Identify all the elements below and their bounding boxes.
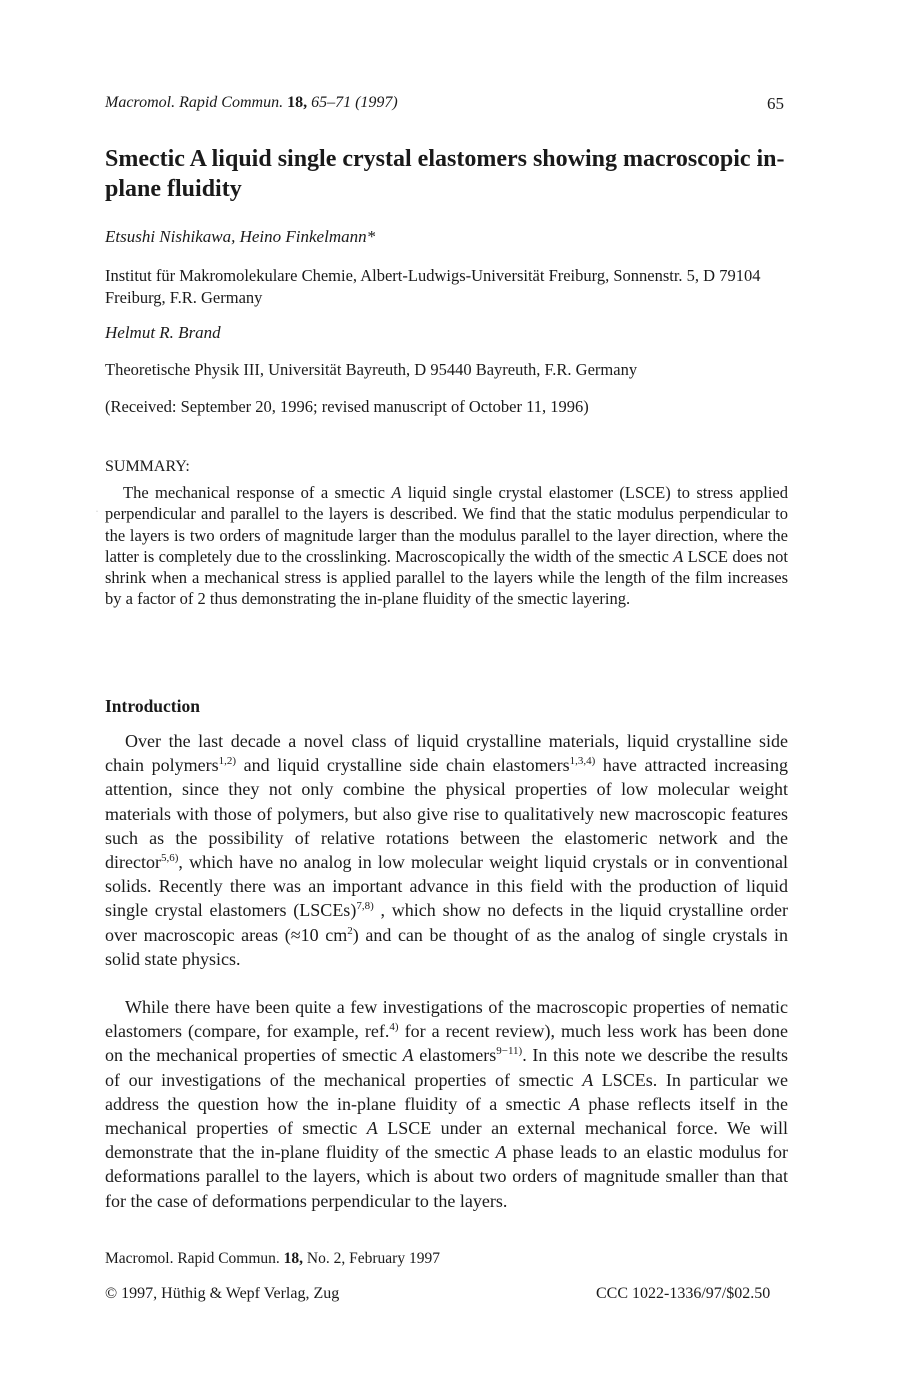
journal-reference <box>105 94 398 112</box>
journal-pages-year: 65–71 (1997) <box>311 94 398 111</box>
journal-volume: 18, <box>287 94 308 111</box>
introduction-paragraph-1: Over the last decade a novel class of liquid crystalline materials, liquid crystalline side chain polymers$^{1,2)}$ and liquid crystalline side chain elastomers$^{1,3,4)}$ have attracted increasing attention, since they not only combine the physical properties of low molecular weight materials with those of polymers, but also give rise to qualitatively new macroscopic features such as the possibility of relative rotations between the elastomeric network and the director$^{5,6)}$, which have no analog in low molecular weight liquid crystals or in conventional solids. Recently there was an important advance in this field with the production of liquid single crystal elastomers (LSCEs)$^{7,8)}$ , which show no defects in the liquid crystalline order over macroscopic areas (≈10 $cm^2$) and can be thought of as the analog of single crystals in solid state physics. <box>105 731 788 969</box>
print-speck: · <box>96 509 98 515</box>
page-number: 65 <box>767 94 784 113</box>
superscript: 2 <box>347 924 353 937</box>
footer-copyright: © 1997, Hüthig & Wepf Verlag, Zug <box>105 1285 340 1302</box>
citation: 9−11) <box>496 1045 523 1058</box>
citation: 1,3,4) <box>569 755 596 768</box>
footer-ccc-code: CCC 1022-1336/97/$02.50 <box>596 1285 771 1302</box>
introduction-heading: Introduction <box>105 696 200 716</box>
footer-journal-issue: Macromol. Rapid Commun. 18, No. 2, February 1997 <box>105 1250 440 1267</box>
citation: 1,2) <box>218 755 237 768</box>
summary-heading: SUMMARY: <box>105 458 190 475</box>
journal-name: Macromol. Rapid Commun. <box>105 94 284 111</box>
affiliation-freiburg: Institut für Makromolekulare Chemie, Albert-Ludwigs-Universität Freiburg, Sonnenstr. 5, D 79104 Freiburg, F.R. Germany <box>105 266 761 307</box>
citation: 5,6) <box>160 852 179 865</box>
received-dates: (Received: September 20, 1996; revised manuscript of October 11, 1996) <box>105 397 589 416</box>
introduction-paragraph-2: While there have been quite a few investigations of the macroscopic properties of nematic elastomers (compare, for example, ref.$^{4)}$ for a recent review), much less work has been done on the mechanical properties of smectic A elastomers$^{9-11)}$. In this note we describe the results of our investigations of the mechanical properties of smectic A LSCEs. In particular we address the question how the in-plane fluidity of a smectic A phase reflects itself in the mechanical properties of smectic A LSCE under an external mechanical force. We will demonstrate that the in-plane fluidity of the smectic A phase leads to an elastic modulus for deformations parallel to the layers, which is about two orders of magnitude smaller than that for the case of deformations perpendicular to the layers. <box>105 997 789 1211</box>
affiliation-bayreuth: Theoretische Physik III, Universität Bayreuth, D 95440 Bayreuth, F.R. Germany <box>105 360 638 379</box>
authors-primary: Etsushi Nishikawa, Heino Finkelmann* <box>105 227 376 246</box>
article-title: Smectic A liquid single crystal elastomers showing macroscopic in-plane fluidity <box>105 146 785 202</box>
summary-text: The mechanical response of a smectic A liquid single crystal elastomer (LSCE) to stress applied perpendicular and parallel to the layers is described. We find that the static modulus perpendicular to the layers is two orders of magnitude larger than the modulus parallel to the layer direction, where the latter is completely due to the crosslinking. Macroscopically the width of the smectic A LSCE does not shrink when a mechanical stress is applied parallel to the layers while the length of the film increases by a factor of 2 thus demonstrating the in-plane fluidity of the smectic layering. <box>105 483 788 609</box>
citation: 4) <box>389 1021 399 1034</box>
citation: 7,8) <box>356 900 374 913</box>
authors-secondary: Helmut R. Brand <box>105 323 221 342</box>
